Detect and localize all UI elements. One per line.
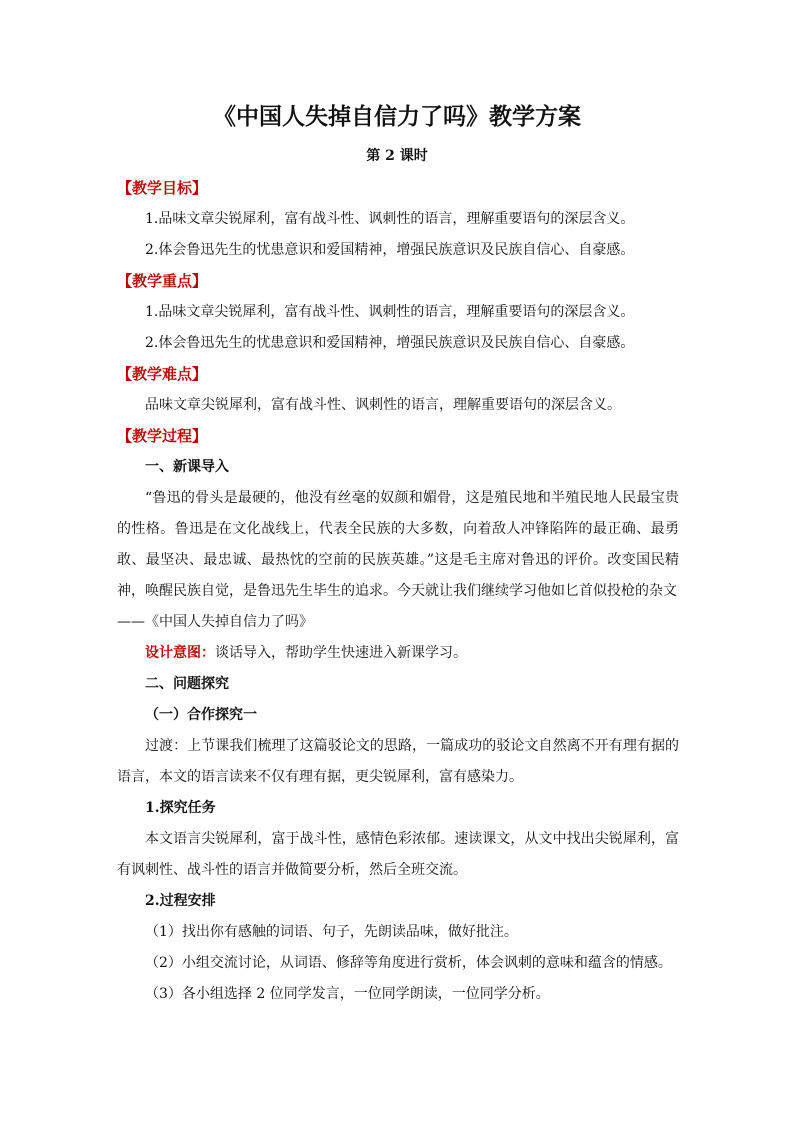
design-intent-text: 谈话导入，帮助学生快速进入新课学习。 <box>215 645 467 661</box>
document-title: 《中国人失掉自信力了吗》教学方案 <box>213 103 581 130</box>
transition-paragraph: 过渡：上节课我们梳理了这篇驳论文的思路，一篇成功的驳论文自然离不开有理有据的语言，本文的语言读来不仅有理有据，更尖锐犀利，富有感染力。 <box>117 738 679 785</box>
design-intent <box>117 638 679 669</box>
task-title: 1.探究任务 <box>145 800 216 816</box>
part2-title: 二、问题探究 <box>145 676 229 692</box>
goal-item: 1.品味文章尖锐犀利，富有战斗性、讽刺性的语言，理解重要语句的深层含义。 <box>145 211 635 227</box>
intro-paragraph: “鲁迅的骨头是最硬的，他没有丝毫的奴颜和媚骨，这是殖民地和半殖民地人民最宝贵的性格。鲁迅是在文化战线上，代表全民族的大多数，向着敌人冲锋陷阵的最正确、最勇敢、最坚决、最忠诚、最热忱的空前的民族英雄。”这是毛主席对鲁迅的评价。改变国民精神，唤醒民族自觉，是鲁迅先生毕生的追求。今天就让我们继续学习他如匕首似投枪的杂文 <box>117 490 679 599</box>
section-heading-process: 【教学过程】 <box>117 427 208 445</box>
keypoint-item: 2.体会鲁迅先生的忧患意识和爱国精神，增强民族意识及民族自信心、自豪感。 <box>145 335 635 351</box>
intro-tail: ——《中国人失掉自信力了吗》 <box>117 614 313 630</box>
document-body <box>117 173 679 1010</box>
subsection-title: （一）合作探究一 <box>145 707 257 723</box>
arrange-item: （2）小组交流讨论，从词语、修辞等角度进行赏析，体会讽刺的意味和蕴含的情感。 <box>145 955 672 971</box>
section-heading-difficulty: 【教学难点】 <box>117 365 208 383</box>
part1-title: 一、新课导入 <box>145 459 229 475</box>
design-intent-label: 设计意图： <box>145 645 215 661</box>
difficulty-item: 品味文章尖锐犀利，富有战斗性、讽刺性的语言，理解重要语句的深层含义。 <box>145 397 621 413</box>
arrange-item: （1）找出你有感触的词语、句子，先朗读品味，做好批注。 <box>145 924 518 940</box>
section-heading-goals: 【教学目标】 <box>117 179 208 197</box>
lesson-period: 第 2 课时 <box>366 148 428 164</box>
keypoint-item: 1.品味文章尖锐犀利，富有战斗性、讽刺性的语言，理解重要语句的深层含义。 <box>145 304 635 320</box>
task-paragraph: 本文语言尖锐犀利，富于战斗性，感情色彩浓郁。速读课文，从文中找出尖锐犀利，富有讽刺性、战斗性的语言并做简要分析，然后全班交流。 <box>117 831 679 878</box>
arrange-item: （3）各小组选择 2 位同学发言，一位同学朗读，一位同学分析。 <box>145 986 550 1002</box>
arrange-title: 2.过程安排 <box>145 893 216 909</box>
goal-item: 2.体会鲁迅先生的忧患意识和爱国精神，增强民族意识及民族自信心、自豪感。 <box>145 242 635 258</box>
section-heading-keypoints: 【教学重点】 <box>117 272 208 290</box>
